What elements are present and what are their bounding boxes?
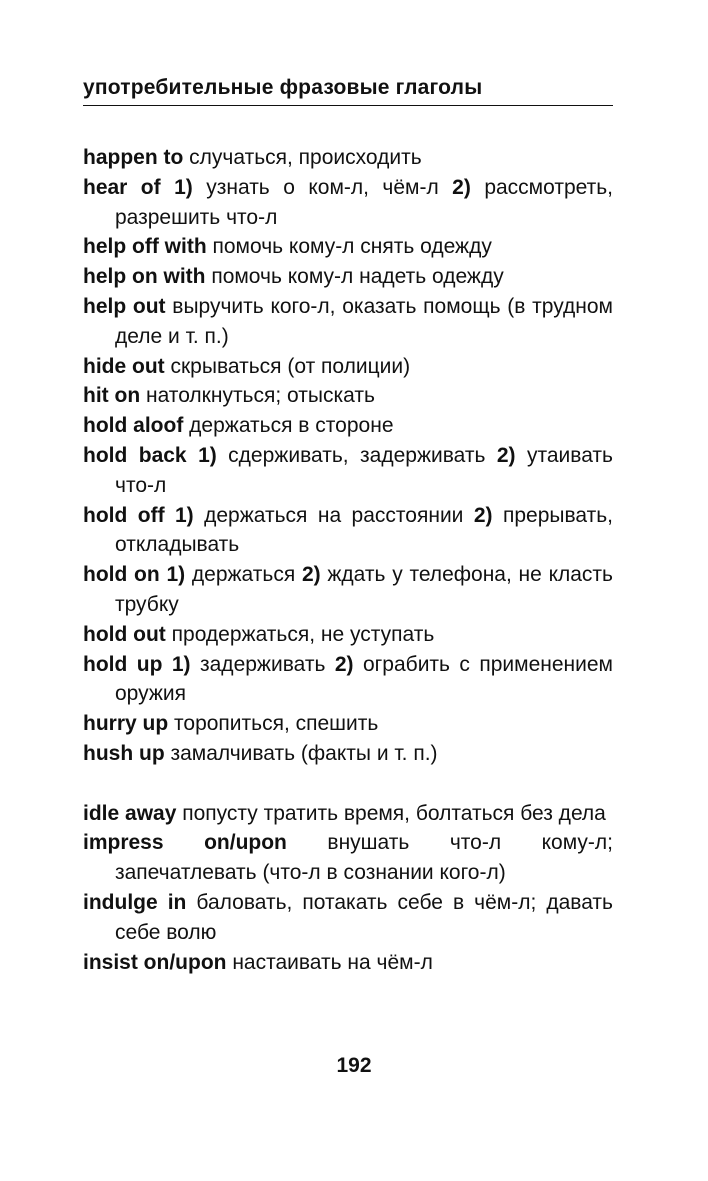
entry-definition: торопиться, спешить [168,712,379,736]
sense-number: 2) [473,503,493,527]
entry-definition: помочь кому-л надеть одежду [205,265,504,289]
entry-list [83,143,613,977]
dictionary-entry [83,560,613,620]
dictionary-entry [83,828,613,888]
entry-definition: держаться [185,563,302,587]
entry-headword: hit on [83,384,141,408]
entry-headword: hear of [83,175,161,199]
dictionary-entry [83,173,613,233]
dictionary-entry [83,262,613,292]
entry-definition: помочь кому-л снять одежду [206,235,492,259]
entry-headword: help on with [83,265,206,289]
dictionary-entry [83,948,613,978]
dictionary-entry [83,381,613,411]
entry-definition [162,653,171,676]
dictionary-entry [83,888,613,948]
sense-number: 2) [452,175,471,199]
sense-number: 2) [301,563,321,587]
sense-number: 1) [175,503,194,527]
dictionary-entry [83,650,613,710]
entry-definition: баловать, потакать себе в чём-л; давать себе волю [115,890,613,944]
dictionary-entry [83,709,613,739]
header-rule [83,105,613,106]
entry-definition [161,176,174,199]
sense-number: 2) [334,652,354,676]
entry-headword: hide out [83,354,165,378]
entry-headword: indulge in [83,890,187,914]
running-head: употребительные фразовые глаголы [83,76,483,99]
entry-definition: случаться, происходить [183,146,422,169]
dictionary-entry [83,143,613,173]
dictionary-entry [83,441,613,501]
entry-headword: hold aloof [83,414,184,438]
entry-definition: сдерживать, задерживать [216,443,497,467]
entry-definition: внушать что-л кому-л; запечатлевать (что-л в сознании кого-л) [115,831,613,885]
entry-definition [165,504,175,527]
entry-headword: hold off [83,503,165,527]
dictionary-entry [83,501,613,561]
entry-definition: держаться в стороне [183,414,394,438]
sense-number: 1) [198,443,217,467]
dictionary-entry [83,620,613,650]
entry-definition: рассмотреть, разрешить что-л [115,175,613,229]
entry-headword: hush up [83,741,165,765]
entry-definition: держаться на расстоянии [193,503,474,527]
entry-definition: продержаться, не уступать [165,622,435,646]
entry-definition [187,444,198,467]
entry-definition: скрываться (от полиции) [164,354,411,378]
entry-definition: ждать у телефона, не класть трубку [115,563,613,616]
entry-headword: happen to [83,146,184,169]
sense-number: 2) [496,443,516,467]
entry-headword: hold out [83,622,166,646]
dictionary-entry [83,352,613,382]
entry-headword: hold on [83,563,160,587]
entry-headword: help off with [83,235,207,259]
dictionary-entry [83,292,613,352]
entry-headword: insist on/upon [83,950,227,974]
entry-definition: настаивать на чём-л [226,950,433,974]
entry-headword: help out [83,294,166,318]
sense-number: 1) [166,563,186,587]
entry-definition: прерывать, откладывать [115,503,613,557]
page-number: 192 [336,1054,372,1077]
entry-definition: утаивать что-л [115,443,613,497]
entry-definition: ограбить с применением оружия [115,652,613,706]
entry-headword: impress on/upon [83,831,287,855]
entry-definition: замалчивать (факты и т. п.) [164,741,438,765]
dictionary-entry [83,232,613,262]
entry-headword: hurry up [83,712,169,736]
dictionary-entry [83,739,613,769]
dictionary-entry [83,799,613,829]
entry-definition: попусту тратить время, болтаться без дела [176,801,606,825]
entry-headword: hold up [83,652,163,676]
entry-definition: натолкнуться; отыскать [140,384,375,408]
sense-number: 1) [174,175,193,199]
entry-definition: задерживать [190,652,335,676]
entry-headword: hold back [83,443,187,467]
sense-number: 1) [171,652,191,676]
entry-definition: узнать о ком-л, чём-л [192,175,453,199]
entry-definition: выручить кого-л, оказать помощь (в трудном деле и т. п.) [115,294,613,348]
entry-headword: idle away [83,801,177,825]
dictionary-entry [83,411,613,441]
